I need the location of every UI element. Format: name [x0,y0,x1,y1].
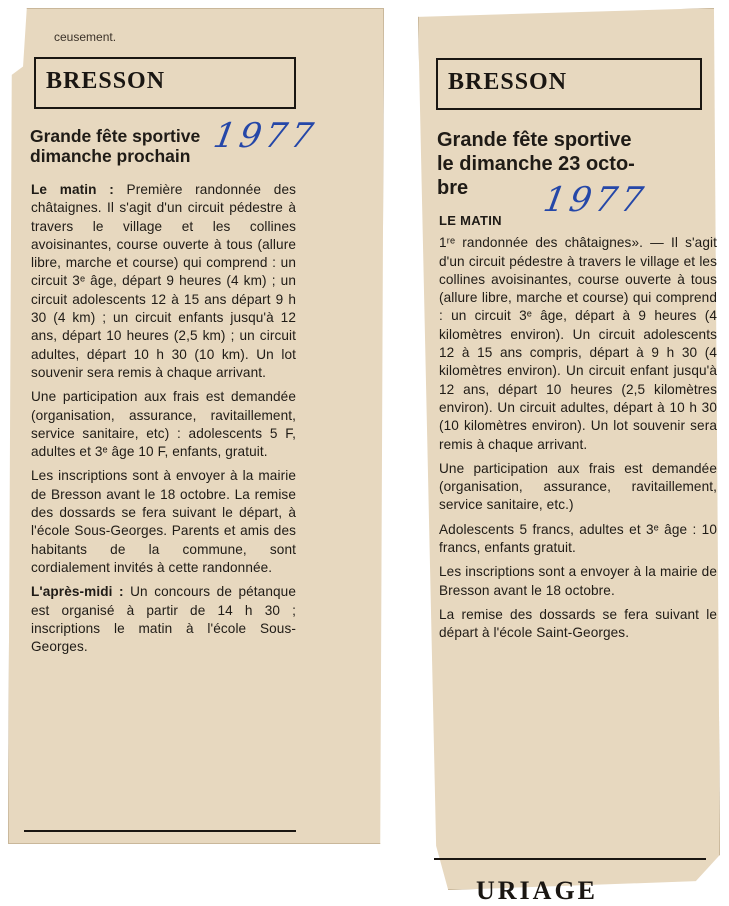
headline-line: Grande fête sportive [30,126,201,146]
headline-left [30,127,200,166]
paragraph: 1ʳᵉ randonnée des châtaignes». — Il s'agit d'un circuit pédestre à travers le village et les collines avoisinantes, course ouverte à tous (allure libre, marche et course) qui comprend : un circuit 3ᵉ âge, départ à 9 heures (4 kilomètres environ). Un circuit adolescents 12 à 15 ans compris, départ à 9 h 30 (4 kilomètres environ). Un circuit enfant jusqu'à 12 ans, départ 10 heures (2,5 kilomètres environ). Un circuit adultes, départ à 10 h 30 (10 kilomètres environ). Un lot souvenir sera remis à chaque arrivant. [439,235,717,452]
masthead-title: BRESSON [448,69,568,95]
masthead-title: BRESSON [46,68,166,94]
paragraph: Adolescents 5 francs, adultes et 3ᵉ âge : 10 francs, enfants gratuit. [439,521,717,556]
bottom-rule-left [24,830,296,832]
cut-off-text-top: ceusement. [54,30,117,44]
paragraph: Une participation aux frais est demandée (organisation, assurance, ravitaillement, service sanitaire, etc.) [439,460,717,513]
paragraph [31,181,296,382]
bottom-rule-right [434,858,706,860]
paragraph-lead: Le matin : [31,182,114,197]
paragraph-text: Un concours de pétanque est organisé à partir de 14 h 30 ; inscriptions le matin à l'école Sous-Georges. [31,584,296,655]
paragraph-lead: L'après-midi : [31,584,124,600]
article-body-right [439,212,717,649]
headline-line: Grande fête sportive [437,129,632,151]
article-body-left [31,181,296,662]
paragraph [31,583,296,656]
paragraph: La remise des dossards se fera suivant le départ à l'école Saint-Georges. [439,606,717,641]
cut-off-text-bottom: URIAGE [476,876,599,905]
masthead-right [436,58,702,110]
handwritten-year-right: 1977 [540,180,651,220]
section-label: LE MATIN [439,213,502,228]
handwritten-year-left: 1977 [210,116,321,156]
headline-line: dimanche prochain [30,145,191,166]
masthead-left [34,57,296,109]
headline-line: bre [437,177,469,199]
paragraph: Une participation aux frais est demandée (organisation, assurance, ravitaillement, service sanitaire, etc) : adolescents 5 F, adultes et 3ᵉ âge 10 F, enfants, gratuit. [31,389,296,460]
paragraph: Les inscriptions sont à envoyer à la mairie de Bresson avant le 18 octobre. La remise des dossards se fera suivant le départ, à l'école Sous-Georges. Parents et amis des habitants de la commune, sont cordialement invités à cette randonnée. [31,468,296,575]
paragraph-text: Première randonnée des châtaignes. Il s'agit d'un circuit pédestre à travers le village et les collines avoisinantes, course ouverte à tous (allure libre, marche et course) qui comprend : un circuit 3ᵉ âge, départ 9 heures (4 km) ; un circuit adolescents 12 à 15 ans départ 9 h 30 (4 km) ; un circuit enfants jusqu'à 12 ans, départ 10 heures (2,5 km) ; un circuit adultes, départ 10 h 30 (10 km). Un lot souvenir sera remis à chaque arrivant. [31,182,297,380]
headline-line: le dimanche 23 octo- [437,153,635,175]
paragraph: Les inscriptions sont a envoyer à la mairie de Bresson avant le 18 octobre. [439,564,717,598]
